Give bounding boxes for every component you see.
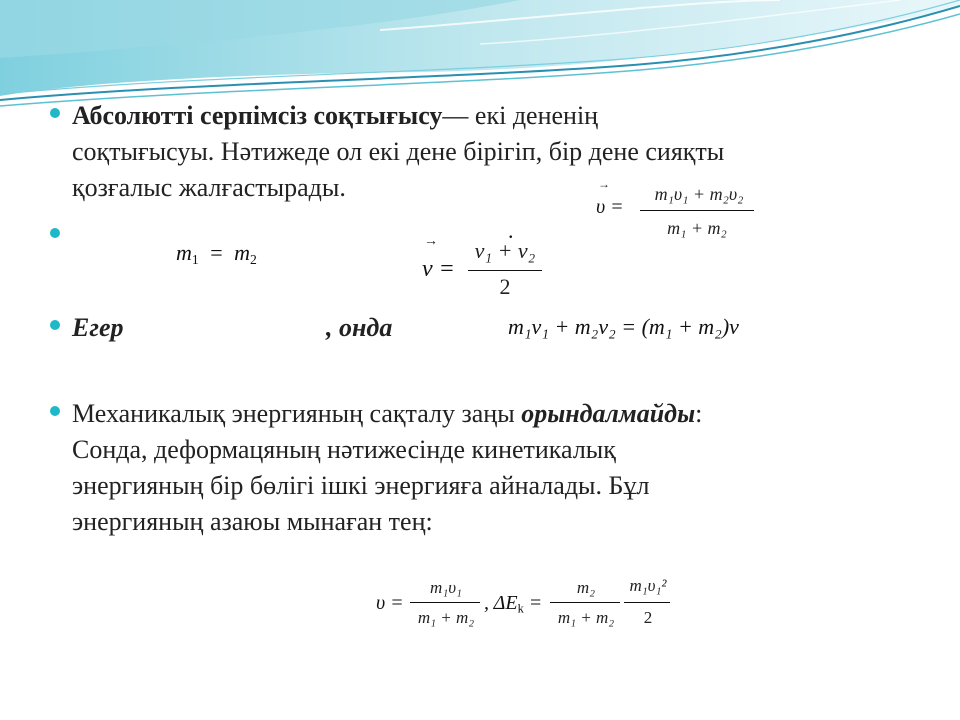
formula-4-denominator-1: m₁ + m₂: [417, 608, 475, 627]
energy-line-4: энергияның азаюы мынаған тең:: [72, 507, 433, 536]
formula-momentum-conservation: m₁v₁ + m₂v₂ = (m₁ + m₂)v: [508, 314, 739, 339]
definition-start: — екі дененің: [442, 101, 599, 130]
fraction-bar: [410, 602, 480, 603]
definition-line-2: соқтығысуы. Нәтижеде ол екі дене бірігіп, бір дене сияқты: [72, 137, 725, 166]
formula-1-lhs: υ =: [596, 196, 624, 218]
bullet-4-text: Механикалық энергияның сақталу заңы орындалмайды: Сонда, деформацяның нәтижесінде кинетикалық энергияның бір бөлігі ішкі энергияға айналады. Бұл энергияның азаюы мынаған тең:: [72, 396, 932, 540]
formula-4-numerator-1: m₁υ₁: [430, 578, 462, 597]
formula-2-lhs: v =: [422, 256, 455, 282]
formula-4-denominator-3: 2: [643, 608, 653, 627]
bullet-dot-3: [50, 320, 60, 330]
formula-4-numerator-2: m₂: [576, 578, 596, 597]
formula-4-equals: =: [530, 592, 542, 614]
formula-2-numerator: v₁ + v₂: [474, 238, 536, 263]
formula-4-delta-ek: , $\Delta E_k$: [484, 592, 524, 616]
bullet-1-text: [72, 98, 922, 206]
formula-4-numerator-3: m₁υ₁²: [629, 576, 667, 595]
definition-line-3: қозғалыс жалғастырады.: [72, 173, 346, 202]
vector-arrow: →: [424, 234, 438, 249]
fraction-bar: [550, 602, 620, 603]
emphasis-not-conserved: орындалмайды: [521, 399, 696, 428]
bullet-dot-2: [50, 228, 60, 238]
formula-2-denominator: 2: [499, 274, 511, 299]
formula-4-denominator-2: m₁ + m₂: [557, 608, 615, 627]
formula-1-numerator: m₁υ₁ + m₂υ₂: [654, 184, 744, 204]
formula-1-denominator: m₁ + m₂: [667, 218, 727, 238]
bullet-dot-4: [50, 406, 60, 416]
formula-4-lhs: υ =: [376, 592, 404, 614]
energy-line-3: энергияның бір бөлігі ішкі энергияға айналады. Бұл: [72, 471, 650, 500]
then-word: , онда: [326, 313, 393, 342]
fraction-bar: [640, 210, 754, 211]
dot-mark: .: [508, 218, 514, 243]
fraction-bar: [468, 270, 542, 271]
if-word: Егер: [72, 313, 124, 342]
condition-equal-masses: $m_1 = m_2$: [176, 240, 257, 267]
vector-arrow: →: [598, 177, 610, 191]
bullet-dot-1: [50, 108, 60, 118]
term-inelastic-collision: Абсолютті серпімсіз соқтығысу: [72, 101, 443, 130]
energy-line-2: Сонда, деформацяның нәтижесінде кинетикалық: [72, 435, 616, 464]
fraction-bar: [624, 602, 670, 603]
